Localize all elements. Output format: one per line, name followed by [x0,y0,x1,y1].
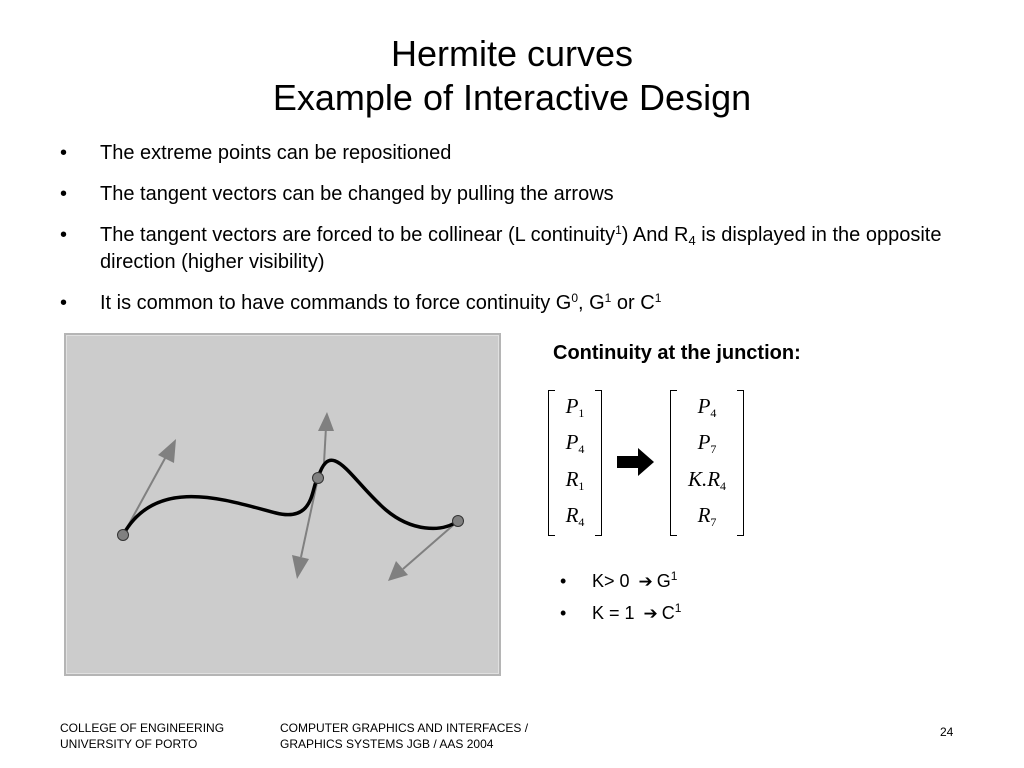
condition-result: C [661,603,675,623]
footer-line: COLLEGE OF ENGINEERING [60,721,225,735]
bullet-text: The extreme points can be repositioned [100,142,452,164]
matrix-symbol: P [697,430,711,454]
bullet-text [100,292,661,314]
implies-arrow-icon: ➔ [643,604,658,623]
bullet-marker: • [60,183,68,205]
condition-item [560,602,681,625]
condition-text: K = 1 [592,603,640,623]
matrix-symbol: P [697,394,711,418]
matrix-symbol: R [565,503,579,527]
hermite-curve [123,460,458,535]
bullet-item [60,140,990,167]
implies-arrow-icon: ➔ [638,572,653,591]
subscript: 4 [688,233,696,248]
hermite-curve-editor[interactable] [64,333,501,676]
matrix-entry [548,430,602,457]
text-run: or C [611,292,655,314]
slide-title [0,32,1024,120]
tangent-arrow[interactable] [388,521,458,581]
control-point[interactable] [118,530,129,541]
bullet-marker: • [60,292,68,314]
continuity-heading: Continuity at the junction: [553,342,801,364]
matrix-symbol: K.R [687,467,721,491]
bullet-marker: • [60,224,68,246]
matrix-entry [670,430,744,457]
left-matrix [548,390,602,536]
matrix-symbol: R [565,467,579,491]
footer-course [280,720,528,752]
footer-institution [60,720,224,752]
matrix-subscript: 4 [720,479,727,493]
bullet-text [100,224,941,273]
bullet-item [60,222,990,276]
bullet-item [60,181,990,208]
footer-line: GRAPHICS SYSTEMS JGB / AAS 2004 [280,737,494,751]
bullet-marker: • [560,571,567,591]
matrix-subscript: 4 [578,442,585,456]
bullet-item [60,290,990,317]
right-matrix [670,390,744,536]
condition-text: K> 0 [592,571,635,591]
matrix-entry [670,503,744,530]
matrix-entry [670,394,744,421]
superscript: 1 [654,291,662,305]
matrix-subscript: 7 [710,515,717,529]
matrix-subscript: 7 [710,442,717,456]
text-run: The tangent vectors are forced to be collinear (L continuity [100,224,616,246]
superscript: 1 [670,569,678,583]
matrix-subscript: 4 [710,406,717,420]
matrix-subscript: 1 [578,406,585,420]
condition-list [560,570,681,634]
footer-line: UNIVERSITY OF PORTO [60,737,198,751]
matrix-subscript: 4 [578,515,585,529]
text-run: It is common to have commands to force continuity G [100,292,572,314]
title-line-1: Hermite curves [390,33,634,74]
matrix-entry [548,467,602,494]
condition-result: G [656,571,671,591]
bullet-marker: • [60,142,68,164]
text-run: ) And R [621,224,689,246]
text-run: , G [578,292,605,314]
bullet-marker: • [560,603,567,623]
control-point[interactable] [313,473,324,484]
condition-item [560,570,681,593]
superscript: 1 [674,601,682,615]
matrix-symbol: P [565,430,579,454]
matrix-entry [548,503,602,530]
superscript: 0 [571,291,578,305]
title-line-2: Example of Interactive Design [272,77,752,118]
superscript: 1 [615,223,622,237]
bullet-list [60,140,990,331]
superscript: 1 [604,291,612,305]
curve-canvas[interactable] [66,335,499,674]
matrix-symbol: P [565,394,579,418]
matrix-entry [548,394,602,421]
bullet-text: The tangent vectors can be changed by pulling the arrows [100,183,614,205]
page-number: 24 [940,725,954,739]
matrix-entry [670,467,744,494]
matrix-symbol: R [697,503,711,527]
tangent-arrow[interactable] [318,412,334,463]
footer-line: COMPUTER GRAPHICS AND INTERFACES / [280,721,529,735]
matrix-subscript: 1 [578,479,585,493]
text-run: is displayed in the opposite direction (higher visibility) [100,224,942,273]
control-point[interactable] [453,516,464,527]
right-arrow-icon [616,446,656,478]
